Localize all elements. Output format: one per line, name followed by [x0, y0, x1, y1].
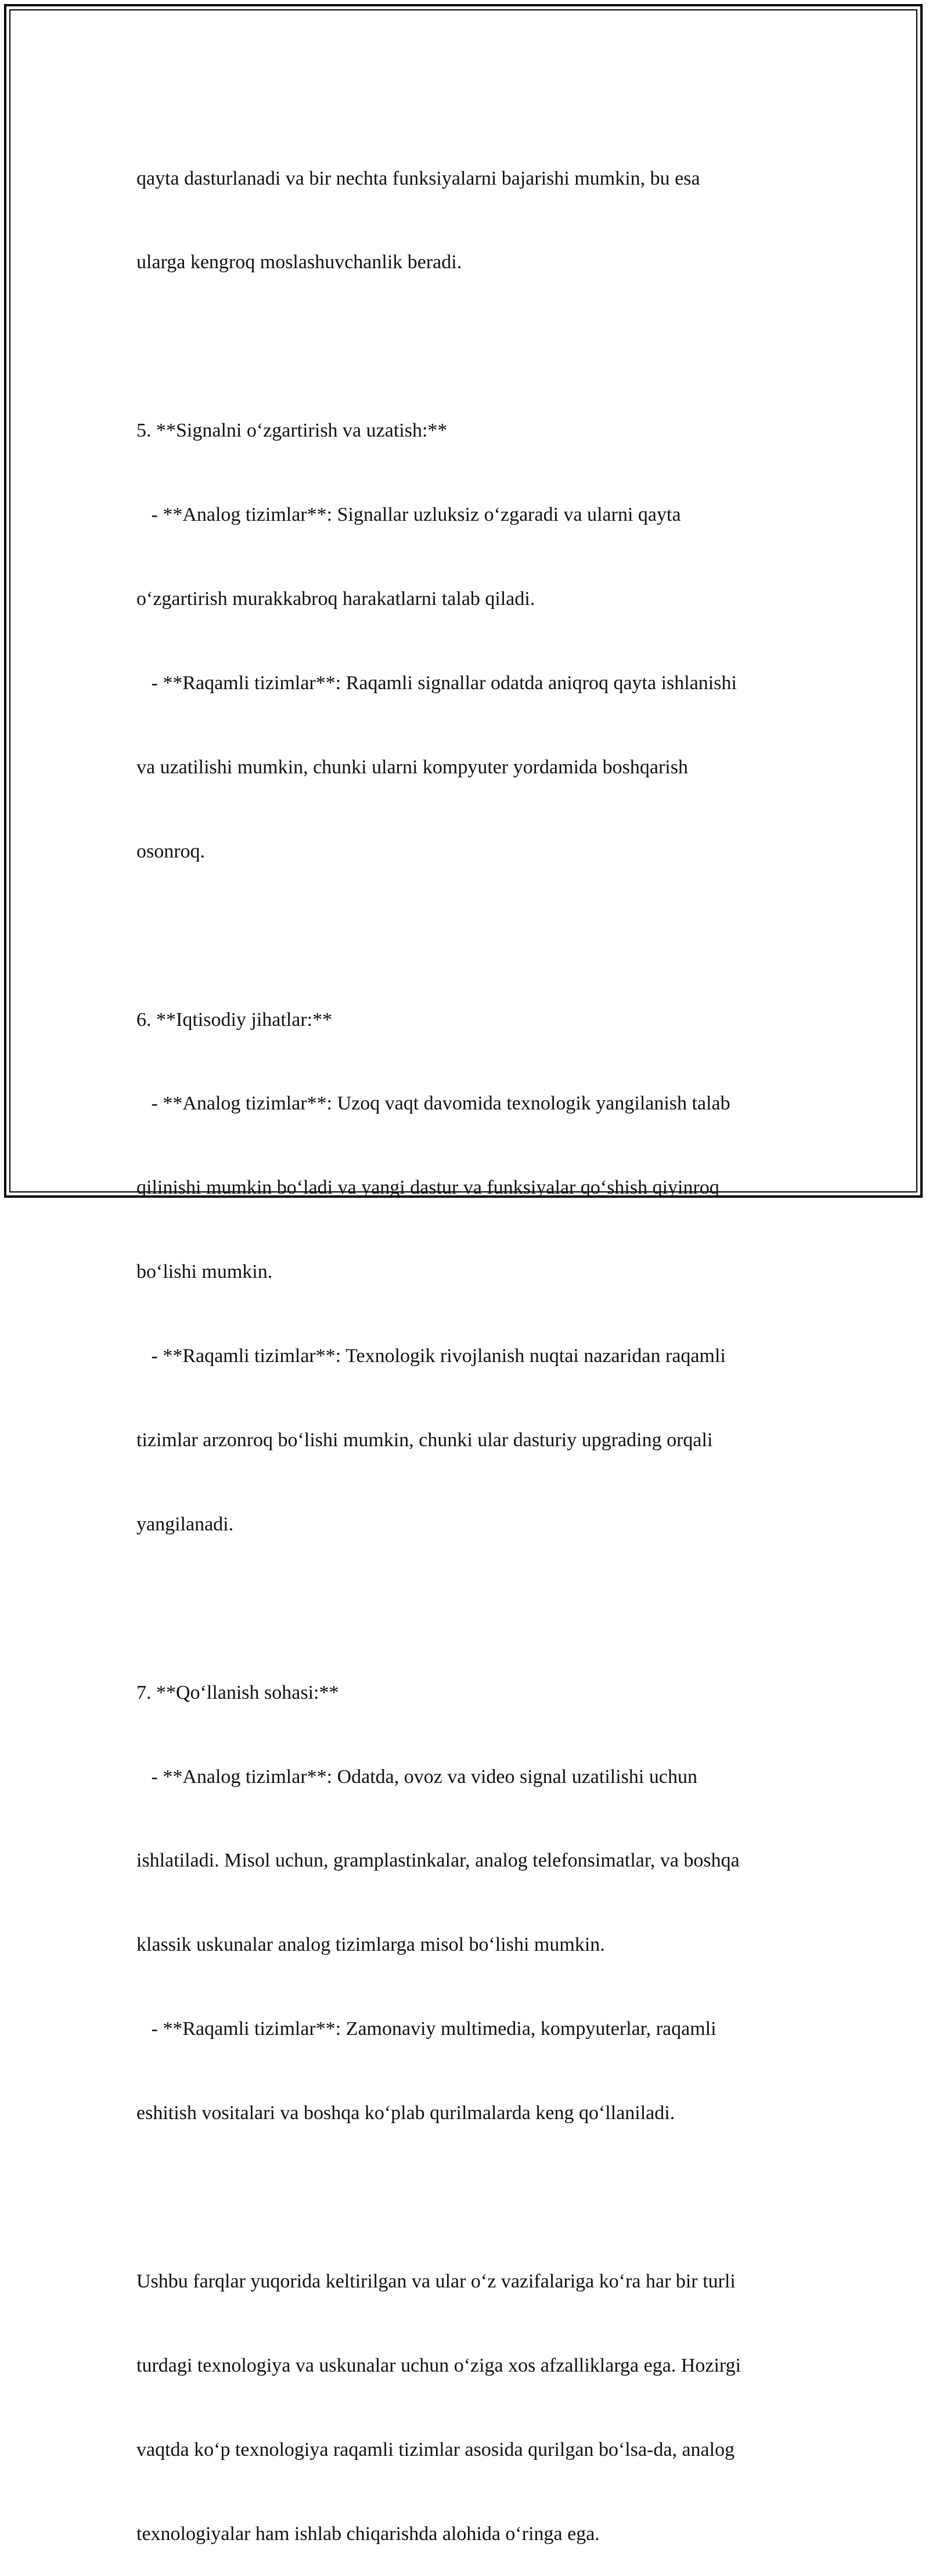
blank-line	[136, 922, 798, 950]
text-line: klassik uskunalar analog tizimlarga misol bo‘lishi mumkin.	[136, 1934, 605, 1956]
text-line: va uzatilishi mumkin, chunki ularni kompyuter yordamida boshqarish	[136, 756, 688, 778]
section-heading: 5. **Signalni o‘zgartirish va uzatish:**	[136, 420, 448, 442]
text-line: - **Analog tizimlar**: Odatda, ovoz va video signal uzatilishi uchun	[136, 1766, 697, 1788]
text-line: qayta dasturlanadi va bir nechta funksiyalarni bajarishi mumkin, bu esa	[136, 167, 700, 189]
text-line: - **Analog tizimlar**: Uzoq vaqt davomida texnologik yangilanish talab	[136, 1093, 730, 1115]
text-line: qilinishi mumkin bo‘ladi va yangi dastur va funksiyalar qo‘shish qiyinroq	[136, 1177, 719, 1199]
text-line: - **Analog tizimlar**: Signallar uzluksiz o‘zgaradi va ularni qayta	[136, 504, 681, 526]
text-line: Ushbu farqlar yuqorida keltirilgan va ular o‘z vazifalariga ko‘ra har bir turli	[136, 2270, 736, 2292]
text-line: tizimlar arzonroq bo‘lishi mumkin, chunki ular dasturiy upgrading orqali	[136, 1429, 713, 1451]
text-line: o‘zgartirish murakkabroq harakatlarni talab qiladi.	[136, 588, 535, 610]
section-heading: 6. **Iqtisodiy jihatlar:**	[136, 1008, 333, 1031]
text-line: yangilanadi.	[136, 1513, 234, 1535]
text-line: ishlatiladi. Misol uchun, gramplastinkalar, analog telefonsimatlar, va boshqa	[136, 1850, 740, 1872]
text-line: eshitish vositalari va boshqa ko‘plab qurilmalarda keng qo‘llaniladi.	[136, 2102, 675, 2124]
text-line: ularga kengroq moslashuvchanlik beradi.	[136, 251, 462, 273]
text-line: osonroq.	[136, 840, 206, 862]
text-line: texnologiyalar ham ishlab chiqarishda alohida o‘ringa ega.	[136, 2523, 600, 2545]
blank-line	[136, 2184, 798, 2211]
text-line: - **Raqamli tizimlar**: Texnologik rivojlanish nuqtai nazaridan raqamli	[136, 1345, 726, 1367]
document-body	[136, 109, 798, 2576]
section-heading: 7. **Qo‘llanish sohasi:**	[136, 1681, 339, 1703]
text-line: - **Raqamli tizimlar**: Zamonaviy multimedia, kompyuterlar, raqamli	[136, 2018, 716, 2040]
text-line: vaqtda ko‘p texnologiya raqamli tizimlar asosida qurilgan bo‘lsa-da, analog	[136, 2438, 735, 2460]
blank-line	[136, 1595, 798, 1623]
text-line: - **Raqamli tizimlar**: Raqamli signallar odatda aniqroq qayta ishlanishi	[136, 672, 737, 694]
blank-line	[136, 333, 798, 361]
text-line: bo‘lishi mumkin.	[136, 1261, 273, 1283]
text-line: turdagi texnologiya va uskunalar uchun o‘ziga xos afzalliklarga ega. Hozirgi	[136, 2354, 741, 2376]
